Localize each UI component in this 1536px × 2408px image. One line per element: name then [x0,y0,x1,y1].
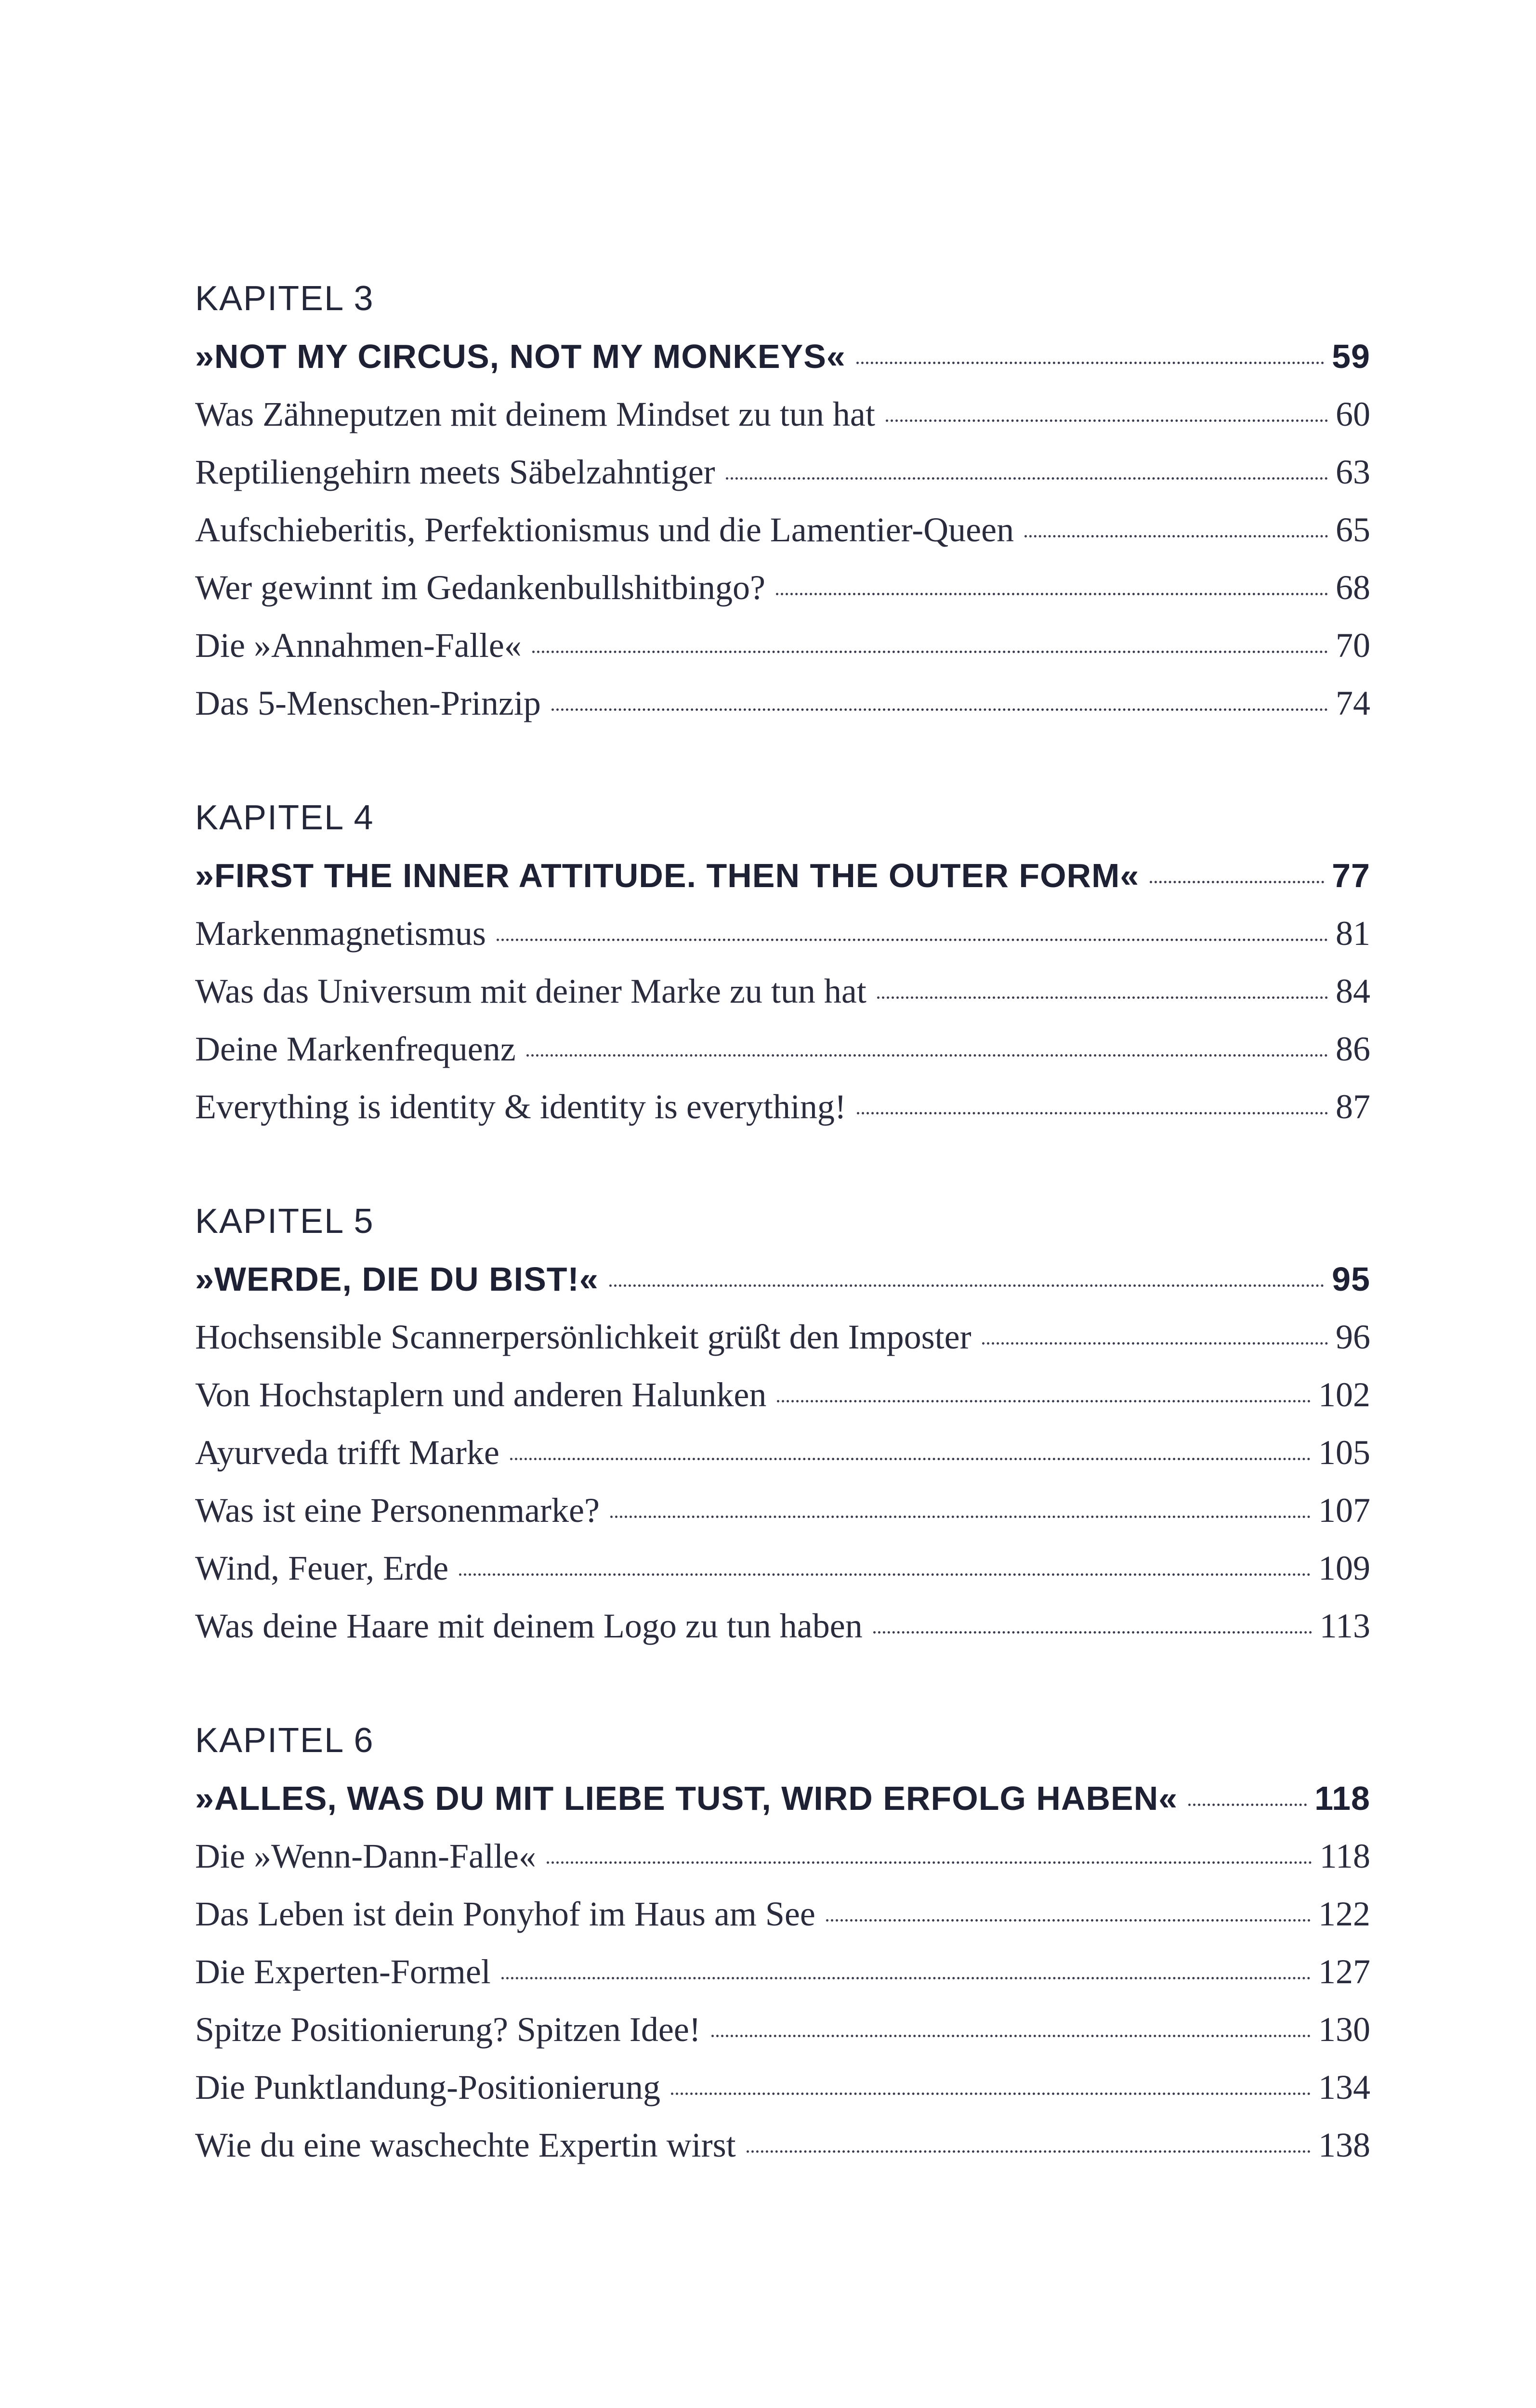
section-row [195,962,1370,1020]
chapter-title-row [195,847,1370,904]
section-row [195,2116,1370,2174]
section-page-number: 134 [1318,2068,1370,2107]
chapter-title-row [195,327,1370,385]
section-title: Wind, Feuer, Erde [195,1549,449,1587]
section-row [195,2058,1370,2116]
section-page-number: 65 [1336,510,1370,549]
section-page-number: 118 [1319,1837,1370,1875]
chapter-page-number: 59 [1332,338,1370,375]
dot-leader [711,2035,1311,2037]
dot-leader [551,708,1328,711]
dot-leader [982,1342,1328,1345]
section-page-number: 74 [1336,684,1370,722]
section-page-number: 68 [1336,568,1370,607]
section-title: Das Leben ist dein Ponyhof im Haus am See [195,1895,815,1933]
section-title: Deine Markenfrequenz [195,1030,516,1068]
dot-leader [510,1458,1311,1460]
section-row [195,501,1370,559]
section-row [195,1424,1370,1481]
section-page-number: 138 [1318,2126,1370,2164]
dot-leader [856,362,1324,364]
dot-leader [547,1861,1312,1864]
chapter-title-row [195,1250,1370,1308]
section-page-number: 86 [1336,1030,1370,1068]
section-row [195,1943,1370,2001]
section-page-number: 81 [1336,914,1370,953]
section-page-number: 105 [1318,1433,1370,1472]
section-title: Das 5-Menschen-Prinzip [195,684,541,722]
dot-leader [609,1284,1324,1287]
section-row [195,1020,1370,1078]
dot-leader [501,1977,1311,1979]
section-title: Everything is identity & identity is everything! [195,1087,846,1126]
chapter-label: KAPITEL 4 [195,798,374,837]
chapter-title: »WERDE, DIE DU BIST!« [195,1260,599,1298]
section-title: Die Experten-Formel [195,1952,491,1991]
section-row [195,1366,1370,1424]
section-page-number: 96 [1336,1318,1370,1356]
section-title: Ayurveda trifft Marke [195,1433,499,1472]
section-page-number: 109 [1318,1549,1370,1587]
chapter-title: »ALLES, WAS DU MIT LIEBE TUST, WIRD ERFOLG HABEN« [195,1780,1178,1817]
section-title: Aufschieberitis, Perfektionismus und die Lamentier-Queen [195,510,1014,549]
chapter-label: KAPITEL 6 [195,1721,374,1760]
chapter-5 [195,1192,1370,1655]
section-title: Was ist eine Personenmarke? [195,1491,600,1530]
dot-leader [610,1516,1311,1518]
dot-leader [1150,881,1324,883]
section-page-number: 127 [1318,1952,1370,1991]
chapter-page-number: 95 [1332,1260,1370,1298]
section-page-number: 113 [1319,1607,1370,1645]
dot-leader [877,996,1328,999]
section-title: Was das Universum mit deiner Marke zu tun hat [195,972,866,1010]
section-title: Markenmagnetismus [195,914,486,953]
section-title: Hochsensible Scannerpersönlichkeit grüßt den Imposter [195,1318,971,1356]
section-row [195,1481,1370,1539]
table-of-contents [195,270,1370,2231]
section-page-number: 63 [1336,453,1370,491]
dot-leader [459,1573,1311,1576]
section-title: Reptiliengehirn meets Säbelzahntiger [195,453,715,491]
dot-leader [886,419,1328,422]
section-row [195,904,1370,962]
section-row [195,1078,1370,1136]
section-row [195,1308,1370,1366]
section-row [195,1827,1370,1885]
dot-leader [776,593,1328,595]
section-row [195,443,1370,501]
section-row [195,674,1370,732]
dot-leader [777,1400,1311,1402]
section-title: Die Punktlandung-Positionierung [195,2068,660,2107]
section-title: Von Hochstaplern und anderen Halunken [195,1375,767,1414]
section-row [195,1885,1370,1943]
chapter-6 [195,1712,1370,2174]
dot-leader [826,1919,1311,1922]
dot-leader [1188,1804,1307,1806]
dot-leader [497,939,1328,941]
dot-leader [526,1054,1328,1057]
chapter-4 [195,789,1370,1136]
section-row [195,2001,1370,2058]
section-page-number: 122 [1318,1895,1370,1933]
chapter-page-number: 77 [1332,857,1370,894]
dot-leader [671,2093,1311,2095]
section-title: Die »Wenn-Dann-Falle« [195,1837,536,1875]
chapter-page-number: 118 [1314,1780,1370,1817]
section-title: Wer gewinnt im Gedankenbullshitbingo? [195,568,765,607]
chapter-title-row [195,1769,1370,1827]
section-title: Was deine Haare mit deinem Logo zu tun haben [195,1607,863,1645]
section-page-number: 102 [1318,1375,1370,1414]
dot-leader [726,477,1328,480]
section-row [195,559,1370,616]
section-title: Wie du eine waschechte Expertin wirst [195,2126,736,2164]
section-page-number: 87 [1336,1087,1370,1126]
section-page-number: 107 [1318,1491,1370,1530]
section-title: Spitze Positionierung? Spitzen Idee! [195,2010,701,2049]
section-row [195,616,1370,674]
chapter-3 [195,270,1370,732]
section-title: Die »Annahmen-Falle« [195,626,522,665]
section-page-number: 130 [1318,2010,1370,2049]
chapter-title: »NOT MY CIRCUS, NOT MY MONKEYS« [195,338,846,375]
section-row [195,1539,1370,1597]
dot-leader [873,1631,1312,1634]
section-page-number: 84 [1336,972,1370,1010]
dot-leader [532,651,1328,653]
dot-leader [747,2150,1311,2153]
section-page-number: 70 [1336,626,1370,665]
dot-leader [857,1112,1328,1114]
chapter-label: KAPITEL 3 [195,279,374,318]
dot-leader [1024,535,1328,537]
section-row [195,385,1370,443]
chapter-title: »FIRST THE INNER ATTITUDE. THEN THE OUTER FORM« [195,857,1140,894]
section-page-number: 60 [1336,395,1370,433]
section-title: Was Zähneputzen mit deinem Mindset zu tun hat [195,395,875,433]
chapter-label: KAPITEL 5 [195,1202,374,1241]
section-row [195,1597,1370,1655]
